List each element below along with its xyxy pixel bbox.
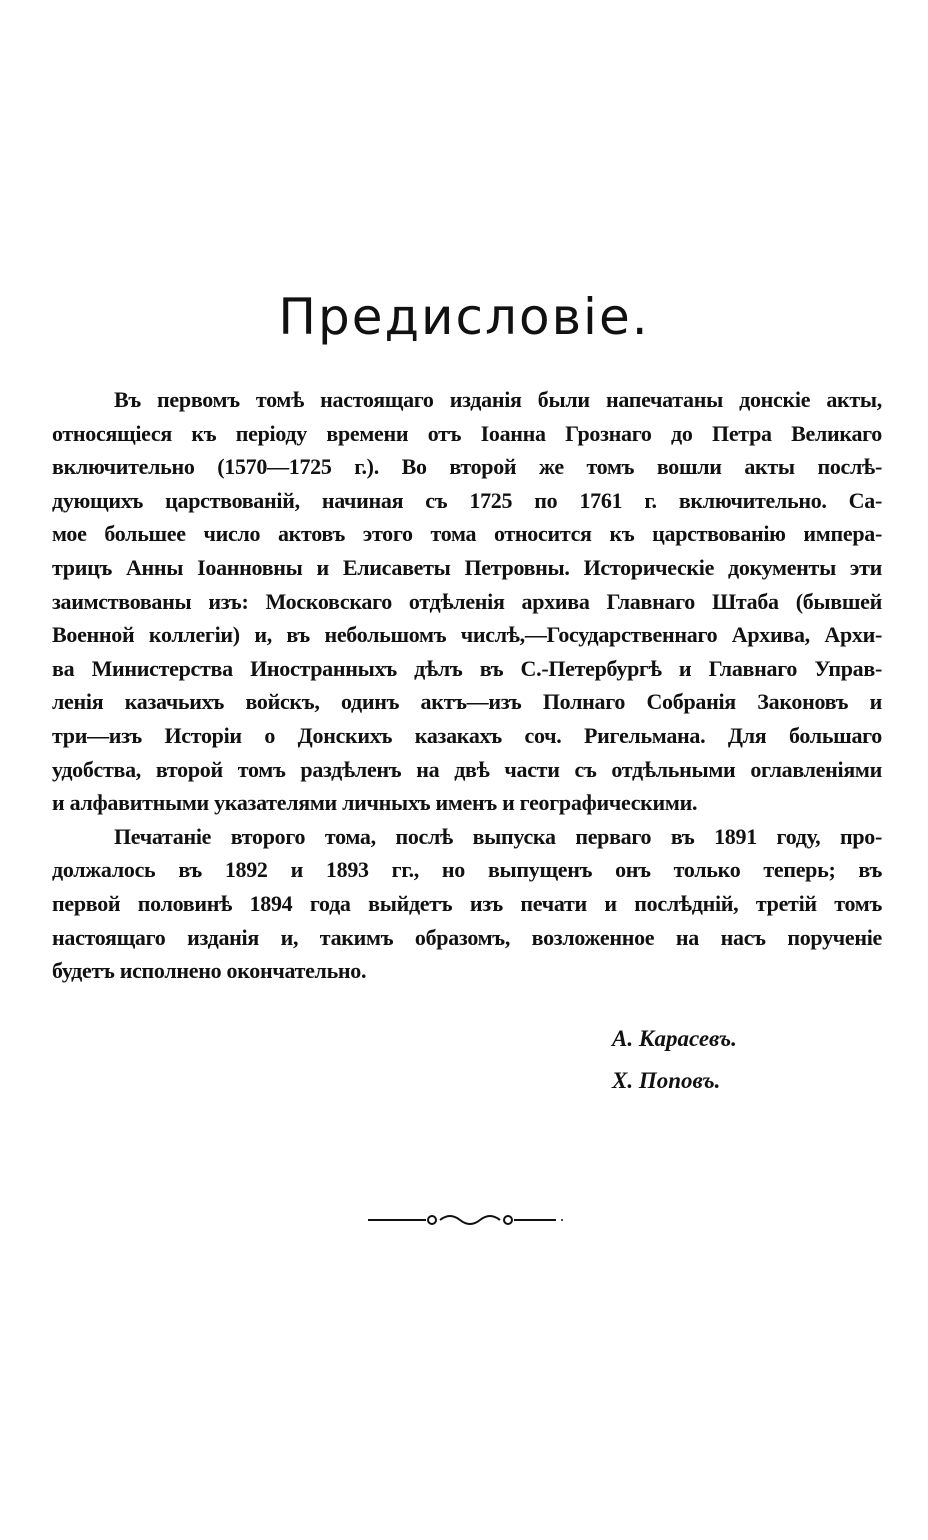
text-line: ва Министерства Иностранныхъ дѣлъ въ С.-Петербургѣ и Главнаго Управ-: [52, 655, 882, 681]
text-line: настоящаго изданія и, такимъ образомъ, возложенное на насъ порученіе: [52, 924, 882, 950]
text-line: трицъ Анны Іоанновны и Елисаветы Петровны. Историческіе документы эти: [52, 554, 882, 580]
text-line: будетъ исполнено окончательно.: [52, 958, 367, 984]
text-line: первой половинѣ 1894 года выйдетъ изъ печати и послѣдній, третій томъ: [52, 890, 882, 916]
text-line: ленія казачьихъ войскъ, одинъ актъ—изъ Полнаго Собранія Законовъ и: [52, 689, 882, 715]
text-line: Военной коллегіи) и, въ небольшомъ числѣ,—Государственнаго Архива, Архи-: [52, 622, 882, 648]
text-line: Въ первомъ томѣ настоящаго изданія были напечатаны донскіе акты,: [114, 387, 882, 412]
text-line: относящіеся къ періоду времени отъ Іоанна Грознаго до Петра Великаго: [52, 420, 882, 446]
text-line: мое большее число актовъ этого тома относится къ царствованію импера-: [52, 521, 882, 547]
text-line: три—изъ Исторіи о Донскихъ казакахъ соч. Ригельмана. Для большаго: [52, 722, 882, 748]
signature-karasev: А. Карасевъ.: [612, 1026, 737, 1051]
text-line: включительно (1570—1725 г.). Во второй же томъ вошли акты послѣ-: [52, 454, 882, 480]
decorative-ornament-icon: [366, 1210, 566, 1230]
text-line: дующихъ царствованій, начиная съ 1725 по 1761 г. включительно. Са-: [52, 487, 882, 513]
text-line: Печатаніе второго тома, послѣ выпуска перваго въ 1891 году, про-: [114, 823, 882, 849]
preface-body: [52, 383, 882, 988]
signature-popov: Х. Поповъ.: [612, 1068, 721, 1093]
text-line: должалось въ 1892 и 1893 гг., но выпущенъ онъ только теперь; въ: [52, 857, 882, 883]
text-line: заимствованы изъ: Московскаго отдѣленія архива Главнаго Штаба (бывшей: [52, 588, 882, 614]
text-line: удобства, второй томъ раздѣленъ на двѣ части съ отдѣльными оглавленіями: [52, 756, 882, 782]
page-title: Предисловіе.: [278, 288, 650, 346]
text-line: и алфавитными указателями личныхъ именъ и географическими.: [52, 790, 698, 816]
